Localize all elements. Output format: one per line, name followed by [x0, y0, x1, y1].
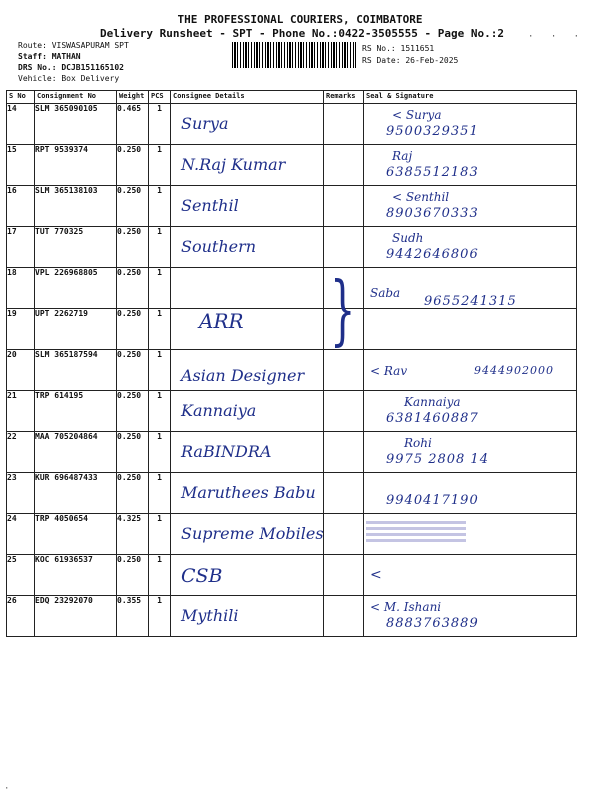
row-consignee: [171, 350, 324, 391]
row-consignment: UPT 2262719: [35, 309, 117, 350]
table-row: [7, 145, 577, 186]
row-weight: 0.250: [117, 309, 149, 350]
document-title: THE PROFESSIONAL COURIERS, COIMBATORE: [177, 13, 423, 26]
table-row: [7, 555, 577, 596]
table-row: [7, 186, 577, 227]
table-row: [7, 473, 577, 514]
row-weight: 0.250: [117, 227, 149, 268]
row-consignee: [171, 145, 324, 186]
consignee-handwriting: Maruthees Babu: [181, 483, 316, 502]
row-remarks: [324, 473, 364, 514]
phone-handwriting: 9442646806: [386, 247, 479, 262]
table-row: [7, 391, 577, 432]
row-sno: 17: [7, 227, 35, 268]
row-seal: [364, 268, 577, 309]
row-pcs: 1: [149, 268, 171, 309]
row-remarks: [324, 309, 364, 350]
row-consignee: [171, 309, 324, 350]
row-seal: [364, 473, 577, 514]
runsheet-table: [6, 90, 577, 637]
row-pcs: 1: [149, 391, 171, 432]
row-sno: 23: [7, 473, 35, 514]
phone-handwriting: 9975 2808 14: [386, 452, 489, 467]
col-header-sno: S No: [7, 91, 35, 104]
signature: < M. Ishani: [370, 600, 442, 614]
row-remarks: [324, 432, 364, 473]
row-consignee: [171, 104, 324, 145]
row-consignee: [171, 473, 324, 514]
row-remarks: [324, 145, 364, 186]
row-sno: 15: [7, 145, 35, 186]
row-consignment: SLM 365138103: [35, 186, 117, 227]
row-sno: 25: [7, 555, 35, 596]
consignee-handwriting: Southern: [181, 237, 257, 256]
table-row: [7, 227, 577, 268]
row-sno: 24: [7, 514, 35, 555]
table-row: [7, 268, 577, 309]
row-seal: [364, 514, 577, 555]
table-row: [7, 309, 577, 350]
row-sno: 22: [7, 432, 35, 473]
route-label: Route: VISWASAPURAM SPT: [18, 41, 129, 50]
signature: <: [370, 567, 382, 583]
row-remarks: [324, 267, 364, 355]
row-consignment: RPT 9539374: [35, 145, 117, 186]
brace-mark: }: [330, 267, 356, 355]
row-consignment: SLM 365090105: [35, 104, 117, 145]
row-pcs: 1: [149, 432, 171, 473]
row-sno: 18: [7, 268, 35, 309]
signature: Saba: [370, 286, 401, 300]
row-seal: [364, 227, 577, 268]
signature: Raj: [392, 149, 413, 163]
row-pcs: 1: [149, 350, 171, 391]
row-consignment: TRP 4050654: [35, 514, 117, 555]
row-seal: [364, 391, 577, 432]
vehicle-label: Vehicle: Box Delivery: [18, 74, 120, 83]
row-pcs: 1: [149, 555, 171, 596]
staff-label: Staff: MATHAN: [18, 52, 81, 61]
document-subtitle: Delivery Runsheet - SPT - Phone No.:0422-3505555 - Page No.:2: [100, 27, 504, 40]
row-consignee: [171, 432, 324, 473]
row-consignee: [171, 514, 324, 555]
row-remarks: [324, 391, 364, 432]
row-remarks: [324, 227, 364, 268]
row-sno: 21: [7, 391, 35, 432]
row-pcs: 1: [149, 227, 171, 268]
row-seal: [364, 145, 577, 186]
row-remarks: [324, 514, 364, 555]
row-weight: 0.250: [117, 391, 149, 432]
consignee-handwriting: Kannaiya: [181, 401, 257, 420]
phone-handwriting: 8883763889: [386, 616, 479, 631]
row-consignment: EDQ 23292070: [35, 596, 117, 637]
row-consignment: KOC 61936537: [35, 555, 117, 596]
row-seal: [364, 104, 577, 145]
row-seal: [364, 432, 577, 473]
row-sno: 20: [7, 350, 35, 391]
row-weight: 0.250: [117, 432, 149, 473]
row-sno: 19: [7, 309, 35, 350]
page-corner-mark: ·: [4, 784, 10, 794]
signature: Sudh: [392, 231, 424, 245]
consignee-handwriting: Asian Designer: [181, 366, 305, 385]
drs-number: DRS No.: DCJB151165102: [18, 63, 124, 72]
signature: Rohi: [404, 436, 432, 450]
row-pcs: 1: [149, 104, 171, 145]
row-consignee: [171, 186, 324, 227]
table-row: [7, 104, 577, 145]
row-consignment: TUT 770325: [35, 227, 117, 268]
row-consignee: [171, 555, 324, 596]
row-pcs: 1: [149, 309, 171, 350]
row-weight: 0.250: [117, 268, 149, 309]
phone-handwriting: 6385512183: [386, 165, 479, 180]
row-consignment: VPL 226968805: [35, 268, 117, 309]
row-seal: [364, 350, 577, 391]
row-weight: 0.250: [117, 186, 149, 227]
col-header-seal: Seal & Signature: [364, 91, 577, 104]
scan-marks: · · ·: [528, 32, 586, 42]
row-consignment: SLM 365187594: [35, 350, 117, 391]
row-consignee: [171, 268, 324, 309]
row-pcs: 1: [149, 186, 171, 227]
row-weight: 0.250: [117, 555, 149, 596]
row-consignment: TRP 614195: [35, 391, 117, 432]
row-pcs: 1: [149, 596, 171, 637]
row-consignee: [171, 596, 324, 637]
consignee-handwriting: Mythili: [181, 606, 239, 625]
table-row: [7, 432, 577, 473]
phone-handwriting: 8903670333: [386, 206, 479, 221]
consignee-handwriting: Senthil: [181, 196, 239, 215]
row-sno: 14: [7, 104, 35, 145]
col-header-remarks: Remarks: [324, 91, 364, 104]
row-remarks: [324, 350, 364, 391]
row-seal: [364, 555, 577, 596]
consignee-handwriting: N.Raj Kumar: [181, 155, 286, 174]
row-remarks: [324, 104, 364, 145]
col-header-pcs: PCS: [149, 91, 171, 104]
row-pcs: 1: [149, 473, 171, 514]
row-weight: 0.250: [117, 473, 149, 514]
signature: < Surya: [392, 108, 442, 122]
row-weight: 0.465: [117, 104, 149, 145]
row-sno: 16: [7, 186, 35, 227]
col-header-consignment: Consignment No: [35, 91, 117, 104]
row-weight: 0.250: [117, 350, 149, 391]
col-header-weight: Weight: [117, 91, 149, 104]
row-weight: 0.250: [117, 145, 149, 186]
row-consignee: [171, 391, 324, 432]
barcode: [232, 42, 356, 68]
col-header-consignee: Consignee Details: [171, 91, 324, 104]
row-seal: [364, 309, 577, 350]
phone-handwriting: 9655241315: [424, 294, 517, 309]
consignee-handwriting: CSB: [181, 565, 223, 587]
row-seal: [364, 186, 577, 227]
row-remarks: [324, 555, 364, 596]
signature: < Senthil: [392, 190, 450, 204]
row-consignment: MAA 705204864: [35, 432, 117, 473]
phone-handwriting: 9940417190: [386, 493, 479, 508]
row-weight: 0.355: [117, 596, 149, 637]
table-row: [7, 350, 577, 391]
row-remarks: [324, 186, 364, 227]
rs-number: RS No.: 1511651: [362, 44, 435, 53]
consignee-handwriting: Surya: [181, 114, 229, 133]
table-row: [7, 596, 577, 637]
consignee-handwriting: RaBINDRA: [181, 442, 272, 461]
signature: Kannaiya: [404, 395, 461, 409]
faded-stamp: [366, 518, 466, 548]
row-pcs: 1: [149, 514, 171, 555]
row-sno: 26: [7, 596, 35, 637]
table-row: [7, 514, 577, 555]
row-seal: [364, 596, 577, 637]
row-pcs: 1: [149, 145, 171, 186]
row-remarks: [324, 596, 364, 637]
table-header-row: [7, 91, 577, 104]
signature: < Rav: [370, 364, 408, 378]
rs-date: RS Date: 26-Feb-2025: [362, 56, 459, 65]
row-weight: 4.325: [117, 514, 149, 555]
phone-handwriting: 9500329351: [386, 124, 479, 139]
consignee-handwriting: ARR: [199, 309, 244, 333]
phone-handwriting: 9444902000: [474, 364, 554, 377]
consignee-handwriting: Supreme Mobiles: [181, 524, 324, 543]
row-consignee: [171, 227, 324, 268]
phone-handwriting: 6381460887: [386, 411, 479, 426]
row-consignment: KUR 696487433: [35, 473, 117, 514]
